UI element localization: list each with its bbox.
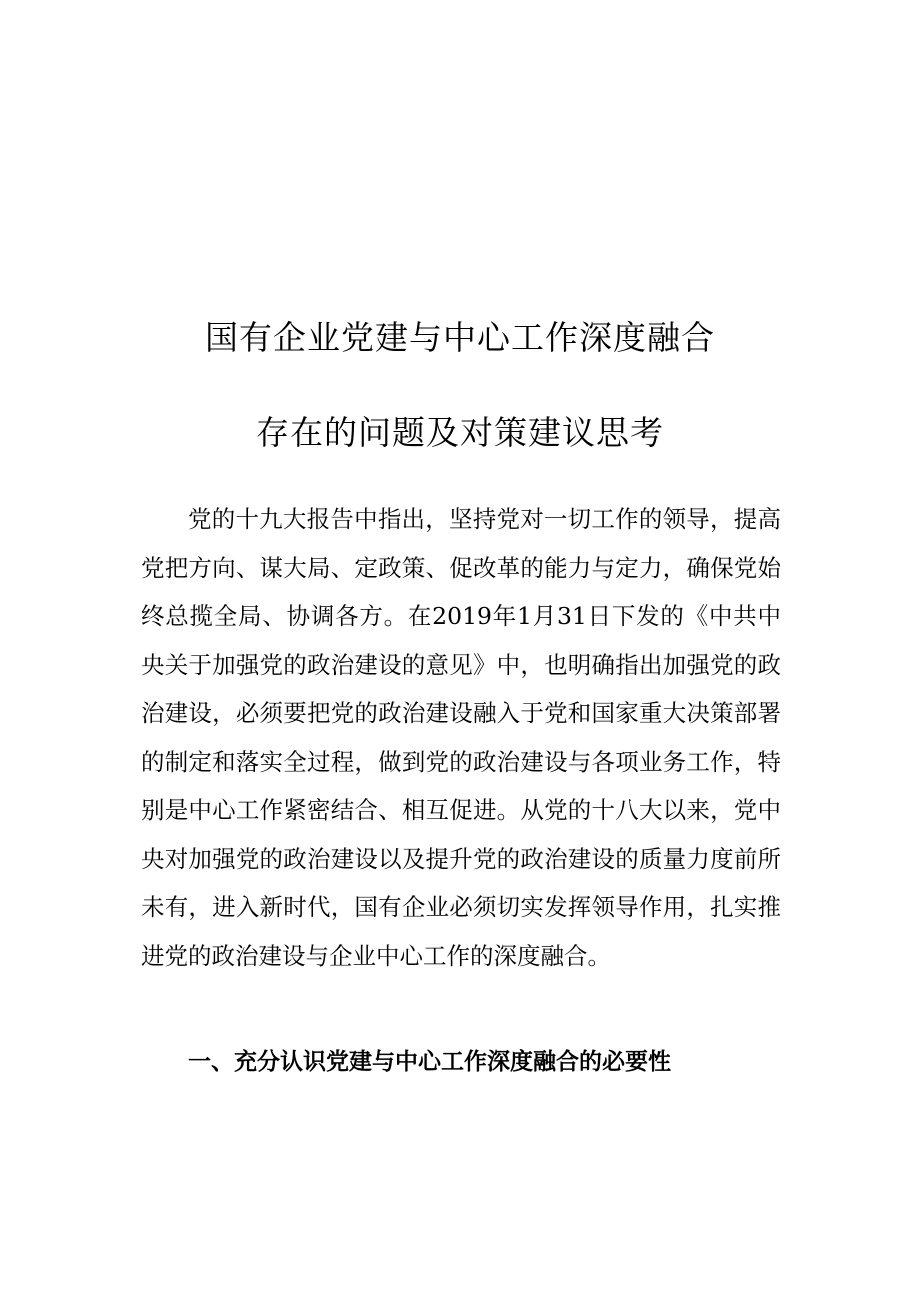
document-title-line-1: 国有企业党建与中心工作深度融合 bbox=[205, 318, 715, 357]
document-title-line-2: 存在的问题及对策建议思考 bbox=[256, 413, 664, 452]
section-heading-1: 一、充分认识党建与中心工作深度融合的必要性 bbox=[188, 1049, 671, 1075]
intro-paragraph: 党的十九大报告中指出，坚持党对一切工作的领导，提高党把方向、谋大局、定政策、促改革的能力与定力，确保党始终总揽全局、协调各方。在2019年1月31日下发的《中共中央关于加强党的政治建设的意见》中，也明确指出加强党的政治建设，必须要把党的政治建设融入于党和国家重大决策部署的制定和落实全过程，做到党的政治建设与各项业务工作，特别是中心工作紧密结合、相互促进。从党的十八大以来，党中央对加强党的政治建设以及提升党的政治建设的质量力度前所未有，进入新时代，国有企业必须切实发挥领导作用，扎实推进党的政治建设与企业中心工作的深度融合。 bbox=[141, 505, 781, 970]
